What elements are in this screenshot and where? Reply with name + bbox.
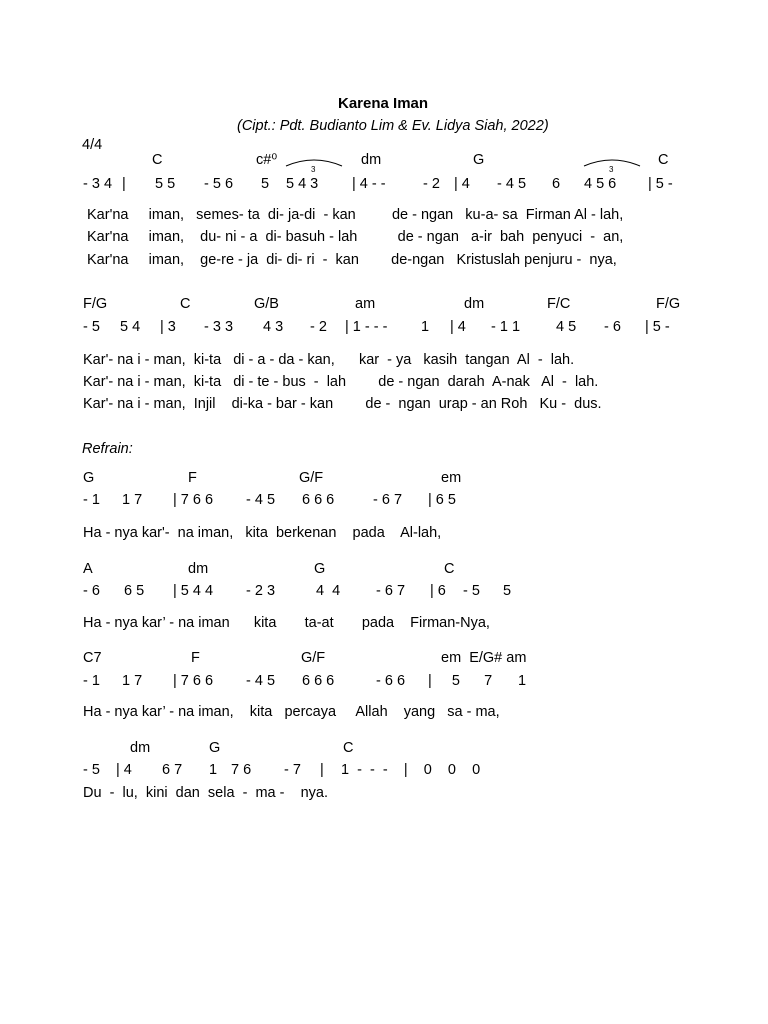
score-text: | 4 [116, 762, 132, 778]
score-line [0, 581, 768, 601]
credit-text: (Cipt.: Pdt. Budianto Lim & Ev. Lidya Siah, 2022) [237, 118, 549, 134]
score-text: 1 [518, 673, 527, 689]
score-line [0, 523, 768, 543]
score-text: | 4 [450, 319, 466, 335]
score-text: | 3 [160, 319, 176, 335]
score-line [0, 350, 768, 370]
score-text: 7 6 [231, 762, 252, 778]
score-text: dm [464, 296, 485, 312]
score-text: dm [188, 561, 209, 577]
score-text: - 3 3 [204, 319, 234, 335]
score-text: - 7 [284, 762, 301, 778]
score-text: C [152, 152, 163, 168]
title-text: Karena Iman [338, 95, 429, 112]
score-line [0, 760, 768, 780]
score-line [0, 490, 768, 510]
score-line [0, 150, 768, 170]
song-title [0, 94, 768, 114]
score-text: - 1 [83, 673, 100, 689]
score-text: Ha - nya kar’ - na iman kita ta-at pada Firman-Nya, [83, 615, 490, 631]
score-text: c#⁰ [256, 152, 278, 168]
score-text: 5 [503, 583, 512, 599]
score-text: | 1 - - - [345, 319, 388, 335]
score-text: | 6 5 [428, 492, 456, 508]
score-text: G/B [254, 296, 279, 312]
score-text: | 7 6 6 [173, 492, 214, 508]
score-line [0, 174, 768, 194]
score-line [0, 559, 768, 579]
score-line [0, 648, 768, 668]
score-text: dm [361, 152, 382, 168]
score-text: 1 [421, 319, 430, 335]
score-line [0, 250, 768, 270]
score-text: 6 6 6 [302, 673, 335, 689]
score-text: | 5 - [645, 319, 670, 335]
score-line [0, 738, 768, 758]
score-text: em [441, 470, 462, 486]
score-text: F [188, 470, 197, 486]
score-text: | 5 4 4 [173, 583, 214, 599]
score-text: F/G [656, 296, 681, 312]
score-text: am [355, 296, 376, 312]
score-line [0, 671, 768, 691]
score-text: 1 7 [122, 492, 143, 508]
score-text: C [180, 296, 191, 312]
score-text: - 6 7 [373, 492, 403, 508]
svg-text:3: 3 [311, 165, 316, 174]
score-text: | 4 - - [352, 176, 386, 192]
score-line [0, 294, 768, 314]
score-text: - 4 5 [246, 492, 276, 508]
score-text: - 6 6 [376, 673, 406, 689]
score-text: 6 7 [162, 762, 183, 778]
score-text: | 7 6 6 [173, 673, 214, 689]
score-text: - 3 4 [83, 176, 113, 192]
score-text: - 6 [604, 319, 621, 335]
score-text: Kar'na iman, semes- ta di- ja-di - kan de - ngan ku-a- sa Firman Al - lah, [87, 207, 624, 223]
score-line [0, 613, 768, 633]
score-text: 1 7 [122, 673, 143, 689]
score-text: 4 3 [263, 319, 284, 335]
time-signature-text: 4/4 [82, 137, 103, 153]
score-text: - 1 1 [491, 319, 521, 335]
score-text: G [473, 152, 485, 168]
score-text: - 2 [423, 176, 440, 192]
score-text: 5 4 [120, 319, 141, 335]
score-text: F/G [83, 296, 108, 312]
score-text: | [320, 762, 324, 778]
score-text: G [83, 470, 95, 486]
score-text: - 6 [83, 583, 100, 599]
score-text: 1 - - - | 0 0 0 [341, 762, 481, 778]
score-text: C [343, 740, 354, 756]
score-text: | [122, 176, 126, 192]
score-text: C7 [83, 650, 102, 666]
score-text: C [658, 152, 669, 168]
score-text: 1 [209, 762, 218, 778]
score-text: Refrain: [82, 441, 133, 457]
score-text: - 6 7 [376, 583, 406, 599]
score-text: | 5 7 [428, 673, 493, 689]
score-text: Kar'- na i - man, ki-ta di - a - da - kan, kar - ya kasih tangan Al - lah. [83, 352, 575, 368]
score-text: 6 [552, 176, 561, 192]
score-text: 4 5 6 [584, 176, 617, 192]
song-credit [0, 116, 768, 136]
score-text: 5 5 [155, 176, 176, 192]
score-text: F [191, 650, 200, 666]
score-text: - 2 [310, 319, 327, 335]
score-line [0, 439, 768, 459]
score-text: dm [130, 740, 151, 756]
score-text: Kar'na iman, du- ni - a di- basuh - lah de - ngan a-ir bah penyuci - an, [87, 229, 624, 245]
score-text: G [314, 561, 326, 577]
score-line [0, 372, 768, 392]
score-text: G/F [301, 650, 326, 666]
score-text: em E/G# am [441, 650, 527, 666]
score-text: - 5 [83, 762, 100, 778]
score-text: Kar'- na i - man, ki-ta di - te - bus - lah de - ngan darah A-nak Al - lah. [83, 374, 599, 390]
triplet-mark-1 [284, 154, 344, 174]
score-line [0, 783, 768, 803]
score-text: 6 6 6 [302, 492, 335, 508]
score-text: - 4 5 [246, 673, 276, 689]
score-text: 5 4 3 [286, 176, 319, 192]
score-line [0, 468, 768, 488]
score-line [0, 205, 768, 225]
score-text: 6 5 [124, 583, 145, 599]
score-text: | 4 [454, 176, 470, 192]
score-text: A [83, 561, 93, 577]
score-line [0, 394, 768, 414]
score-text: - 5 [463, 583, 480, 599]
score-text: Ha - nya kar’ - na iman, kita percaya Allah yang sa - ma, [83, 704, 500, 720]
score-text: 5 [261, 176, 270, 192]
score-text: - 5 [83, 319, 100, 335]
score-text: Ha - nya kar'- na iman, kita berkenan pada Al-lah, [83, 525, 442, 541]
triplet-mark-2 [582, 154, 642, 174]
svg-text:3: 3 [609, 165, 614, 174]
score-text: Kar'na iman, ge-re - ja di- di- ri - kan de-ngan Kristuslah penjuru - nya, [87, 252, 617, 268]
score-text: F/C [547, 296, 571, 312]
score-text: C [444, 561, 455, 577]
score-text: G [209, 740, 221, 756]
score-line [0, 702, 768, 722]
score-text: Du - lu, kini dan sela - ma - nya. [83, 785, 328, 801]
score-text: - 2 3 [246, 583, 276, 599]
score-line [0, 317, 768, 337]
score-text: Kar'- na i - man, Injil di-ka - bar - kan de - ngan urap - an Roh Ku - dus. [83, 396, 602, 412]
score-text: - 1 [83, 492, 100, 508]
score-text: - 4 5 [497, 176, 527, 192]
score-text: 4 4 [316, 583, 341, 599]
score-text: | 5 - [648, 176, 673, 192]
score-text: - 5 6 [204, 176, 234, 192]
score-text: 4 5 [556, 319, 577, 335]
score-text: | 6 [430, 583, 446, 599]
score-text: G/F [299, 470, 324, 486]
score-line [0, 227, 768, 247]
